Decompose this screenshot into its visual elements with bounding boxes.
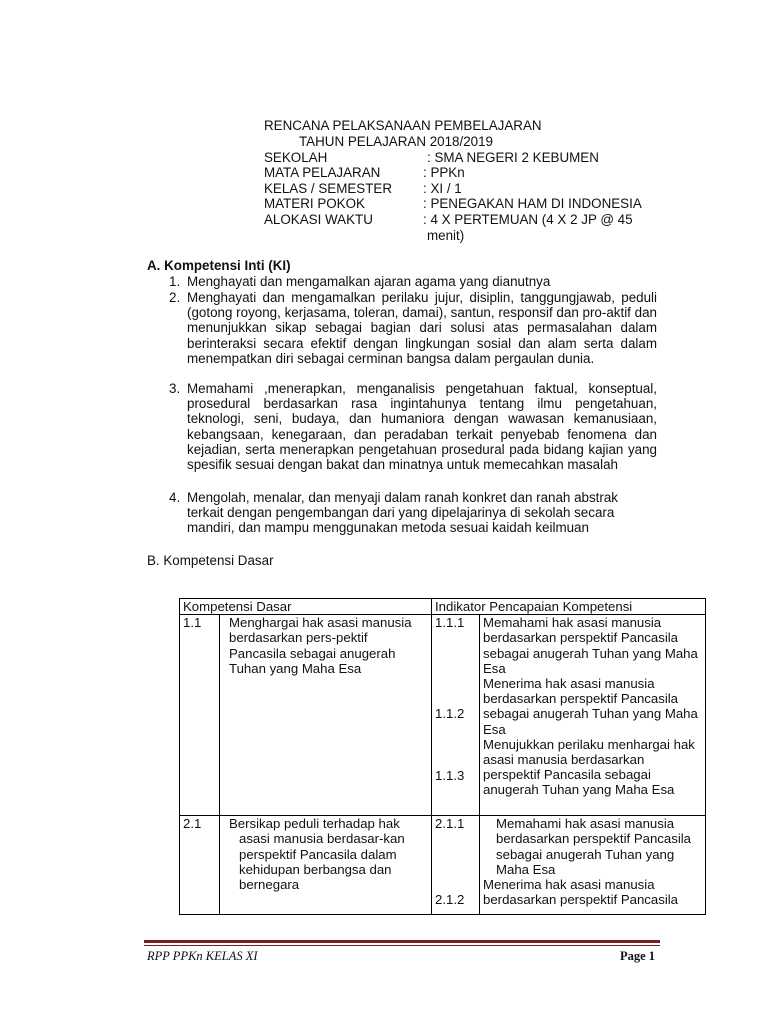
- ki-item-text: Menghayati dan mengamalkan perilaku jujur, disiplin, tanggungjawab, peduli (gotong royong, kerjasama, toleran, damai), santun, responsif dan pro-aktif dan menunjukkan sikap sebagai bagian dari solusi atas permasalahan dalam berinteraksi secara efektif dengan lingkungan sosial dan alam serta dalam menempatkan diri sebagai cerminan bangsa dalam pergaulan dunia.: [187, 290, 657, 366]
- ipk-number: 1.1.3: [435, 768, 465, 784]
- value-kelas-semester: : XI / 1: [423, 181, 462, 196]
- table-row: [180, 615, 706, 816]
- table-header-kd: Kompetensi Dasar: [180, 599, 432, 615]
- ipk-number: 1.1.1: [435, 615, 465, 631]
- kd-text: [220, 816, 432, 915]
- value-alokasi-waktu-cont: menit): [427, 228, 465, 243]
- table-header-ipk: Indikator Pencapaian Kompetensi: [432, 599, 706, 615]
- kd-text-rest: asasi manusia berdasar-kan perspektif Pancasila dalam kehidupan berbangsa dan bernegara: [239, 831, 405, 893]
- ipk-number: 2.1.2: [435, 892, 465, 908]
- section-a-heading: A. Kompetensi Inti (KI): [147, 258, 291, 273]
- kd-text: [220, 615, 432, 816]
- ki-item-text: Memahami ,menerapkan, menganalisis pengetahuan faktual, konseptual, prosedural berdasarkan rasa ingintahunya tentang ilmu pengetahuan, teknologi, seni, budaya, dan humaniora dengan wawasan kemanusiaan, kebangsaan, kenegaraan, dan peradaban terkait penyebab fenomena dan kejadian, serta menerapkan pengetahuan prosedural pada bidang kajian yang spesifik sesuai dengan bakat dan minatnya untuk memecahkan masalah: [187, 381, 657, 473]
- ipk-number: 2.1.1: [435, 816, 465, 832]
- table-header-row: [180, 599, 706, 615]
- ipk-numbers: [432, 615, 480, 816]
- value-materi-pokok: : PENEGAKAN HAM DI INDONESIA: [423, 196, 642, 211]
- footer-rule: [144, 940, 660, 943]
- value-alokasi-waktu: : 4 X PERTEMUAN (4 X 2 JP @ 45: [423, 212, 633, 227]
- kd-number: 2.1: [180, 816, 220, 915]
- ki-item-text: Menghayati dan mengamalkan ajaran agama yang dianutnya: [187, 274, 551, 289]
- kompetensi-dasar-table: [179, 598, 706, 915]
- kd-text-line: Bersikap peduli terhadap hak: [229, 816, 400, 832]
- kd-number: 1.1: [180, 615, 220, 816]
- ki-number: 2.: [169, 290, 181, 305]
- footer-page-number: Page 1: [620, 949, 656, 963]
- ipk-text: Menerima hak asasi manusia berdasarkan perspektif Pancasila sebagai anugerah Tuhan yang Maha Esa: [483, 676, 698, 737]
- ipk-text: Menerima hak asasi manusia berdasarkan perspektif Pancasila: [483, 877, 679, 908]
- value-mata-pelajaran: : PPKn: [423, 165, 465, 180]
- ki-item-text: Mengolah, menalar, dan menyaji dalam ranah konkret dan ranah abstrak terkait dengan pengembangan dari yang dipelajarinya di sekolah secara mandiri, dan mampu menggunakan metoda sesuai kaidah keilmuan: [187, 490, 618, 536]
- ipk-text: Memahami hak asasi manusia berdasarkan perspektif Pancasila sebagai anugerah Tuhan yang Maha Esa: [496, 816, 692, 877]
- ipk-text: Menujukkan perilaku menhargai hak asasi manusia berdasarkan perspektif Pancasila sebagai anugerah Tuhan yang Maha Esa: [483, 736, 695, 798]
- ki-number: 1.: [169, 274, 181, 289]
- ipk-numbers: [432, 816, 480, 915]
- ipk-texts: [480, 816, 706, 915]
- value-sekolah: : SMA NEGERI 2 KEBUMEN: [427, 150, 599, 165]
- label-materi-pokok: MATERI POKOK: [264, 196, 365, 211]
- footer-doc-label: RPP PPKn KELAS XI: [147, 949, 258, 963]
- ipk-texts: [480, 615, 706, 816]
- label-kelas-semester: KELAS / SEMESTER: [264, 181, 392, 196]
- footer-rule-thin: [144, 945, 660, 946]
- kd-text-content: Menghargai hak asasi manusia berdasarkan pers-pektif Pancasila sebagai anugerah Tuhan yang Maha Esa: [229, 615, 412, 676]
- label-alokasi-waktu: ALOKASI WAKTU: [264, 212, 373, 227]
- table-row: [180, 816, 706, 915]
- label-sekolah: SEKOLAH: [264, 150, 328, 165]
- ki-number: 3.: [169, 381, 181, 396]
- doc-year: TAHUN PELAJARAN 2018/2019: [299, 134, 494, 149]
- ipk-text: Memahami hak asasi manusia berdasarkan perspektif Pancasila sebagai anugerah Tuhan yang Maha Esa: [483, 615, 698, 676]
- ki-number: 4.: [169, 490, 181, 505]
- doc-title: RENCANA PELAKSANAAN PEMBELAJARAN: [264, 118, 542, 133]
- label-mata-pelajaran: MATA PELAJARAN: [264, 165, 381, 180]
- section-b-heading: B. Kompetensi Dasar: [147, 553, 274, 568]
- ipk-number: 1.1.2: [435, 706, 465, 722]
